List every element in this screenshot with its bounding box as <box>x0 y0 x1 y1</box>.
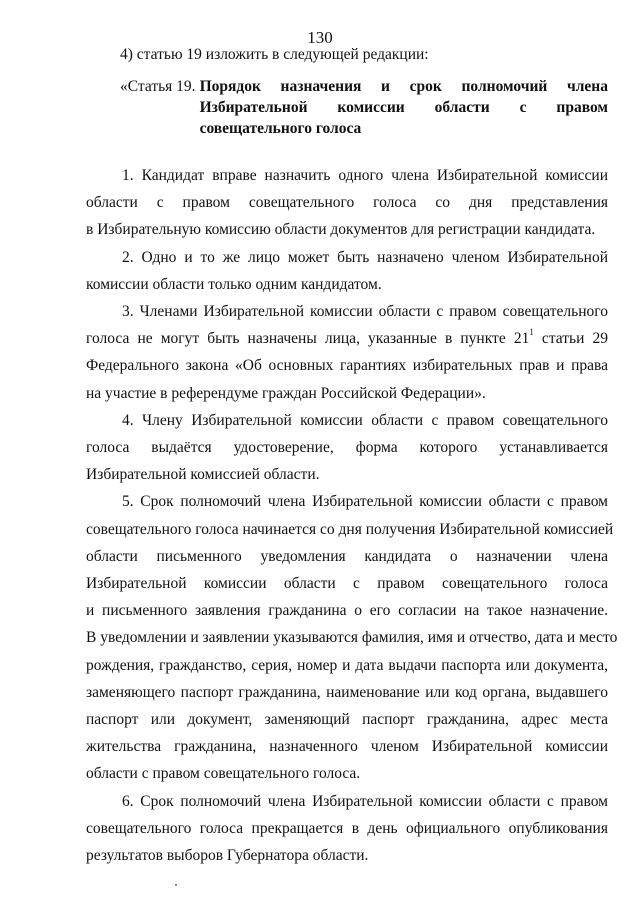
article-title <box>200 76 608 139</box>
paragraph-line: и письменного заявления гражданина о его согласии на такое назначение. <box>86 602 608 620</box>
paragraph-line: Избирательной комиссии области с правом совещательного голоса <box>86 575 608 593</box>
paragraph-2 <box>86 244 608 298</box>
paragraph-line: области с правом совещательного голоса со дня представления <box>86 194 608 212</box>
paragraph-line: совещательного голоса начинается со дня получения Избирательной комиссией <box>86 520 614 538</box>
paragraph-line: комиссии области только одним кандидатом. <box>86 275 382 293</box>
page-number: 130 <box>307 28 333 47</box>
paragraph-1 <box>86 162 608 244</box>
paragraph-line: 2. Одно и то же лицо может быть назначено членом Избирательной <box>122 248 608 266</box>
paragraph-line: голоса не могут быть назначены лица, указанные в пункте $21^1$ статьи 29 <box>86 327 608 348</box>
article-prefix: «Статья 19. <box>120 78 196 95</box>
intro-line: 4) статью 19 изложить в следующей редакции: <box>120 46 429 63</box>
paragraph-6 <box>86 788 608 870</box>
paragraph-3 <box>86 298 608 407</box>
paragraph-line: Избирательной комиссией области. <box>86 466 320 484</box>
paragraph-line: результатов выборов Губернатора области. <box>86 847 369 865</box>
paragraph-line: области с правом совещательного голоса. <box>86 765 361 783</box>
paragraph-4 <box>86 407 608 489</box>
paragraph-line: 6. Срок полномочий члена Избирательной комиссии области с правом <box>122 792 608 810</box>
article-title-line: совещательного голоса <box>199 120 362 137</box>
paragraph-line: области письменного уведомления кандидата о назначении члена <box>86 547 608 565</box>
paragraph-line: рождения, гражданство, серия, номер и дата выдачи паспорта или документа, <box>86 656 608 674</box>
paragraph-line: голоса выдаётся удостоверение, форма которого устанавливается <box>86 439 608 457</box>
paragraph-line: 5. Срок полномочий члена Избирательной комиссии области с правом <box>122 493 608 511</box>
paragraph-line-tail: статьи 29 <box>533 330 608 348</box>
paragraph-5 <box>86 488 618 787</box>
article-title-line: Избирательной комиссии области с правом <box>199 99 608 116</box>
paragraph-line: Федерального закона «Об основных гарантиях избирательных прав и права <box>86 357 608 375</box>
paragraph-line: заменяющего паспорт гражданина, наименование или код органа, выдавшего <box>86 683 608 701</box>
paragraph-line: совещательного голоса прекращается в день официального опубликования <box>86 819 608 837</box>
paragraph-line: на участие в референдуме граждан Российской Федерации». <box>86 384 486 402</box>
scan-speck <box>175 884 177 886</box>
paragraph-line: паспорт или документ, заменяющий паспорт гражданина, адрес места <box>86 711 608 729</box>
paragraph-line: в Избирательную комиссию области документов для регистрации кандидата. <box>86 221 596 239</box>
superscript: 1 <box>529 327 534 338</box>
paragraph-line: 4. Члену Избирательной комиссии области с правом совещательного <box>122 411 608 429</box>
paragraph-line: 1. Кандидат вправе назначить одного члена Избирательной комиссии <box>122 167 608 184</box>
article-body <box>86 162 618 869</box>
paragraph-line: 3. Членами Избирательной комиссии области с правом совещательного <box>122 303 608 321</box>
article-title-line: Порядок назначения и срок полномочий члена <box>199 78 608 95</box>
paragraph-line: В уведомлении и заявлении указываются фамилия, имя и отчество, дата и место <box>86 629 618 647</box>
paragraph-line: жительства гражданина, назначенного членом Избирательной комиссии <box>86 738 608 756</box>
article-heading <box>120 76 608 139</box>
